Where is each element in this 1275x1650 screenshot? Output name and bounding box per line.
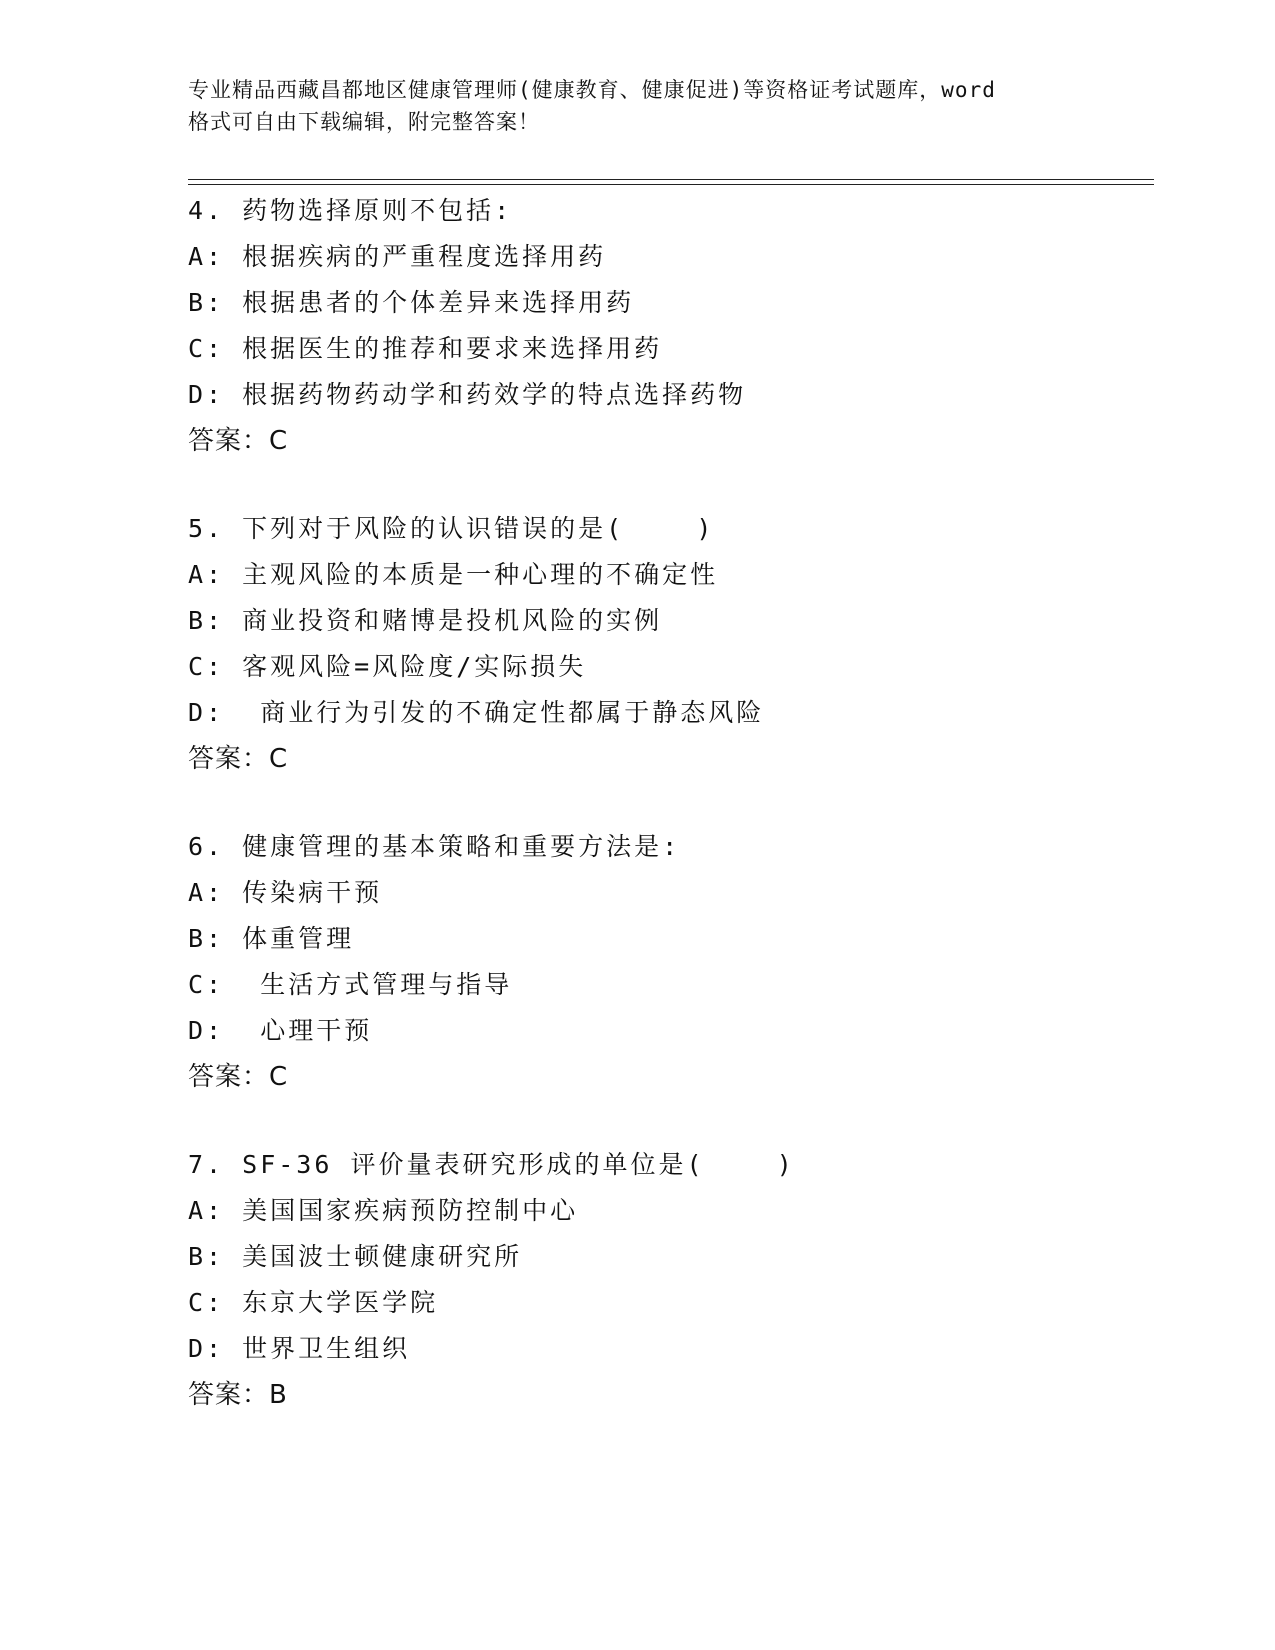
option-c: C: 客观风险=风险度/实际损失 <box>188 652 587 681</box>
option-c: C: 东京大学医学院 <box>188 1288 439 1317</box>
option-a: A: 美国国家疾病预防控制中心 <box>188 1196 579 1225</box>
header-divider-top <box>188 179 1154 180</box>
question-4 <box>188 188 1148 464</box>
document-header <box>188 74 1088 138</box>
header-divider-bottom <box>188 184 1154 185</box>
option-c: C: 生活方式管理与指导 <box>188 970 513 999</box>
question-stem: 5. 下列对于风险的认识错误的是( ) <box>188 514 715 543</box>
question-list <box>188 188 1148 1460</box>
question-stem: 4. 药物选择原则不包括: <box>188 196 513 225</box>
option-a: A: 主观风险的本质是一种心理的不确定性 <box>188 560 719 589</box>
option-d: D: 根据药物药动学和药效学的特点选择药物 <box>188 380 747 409</box>
header-line-2: 格式可自由下载编辑，附完整答案！ <box>188 110 540 134</box>
option-c: C: 根据医生的推荐和要求来选择用药 <box>188 334 663 363</box>
question-5 <box>188 506 1148 782</box>
option-d: D: 商业行为引发的不确定性都属于静态风险 <box>188 698 765 727</box>
answer: 答案：C <box>188 426 289 456</box>
question-7 <box>188 1142 1148 1418</box>
header-line-1: 专业精品西藏昌都地区健康管理师(健康教育、健康促进)等资格证考试题库，word <box>188 78 996 102</box>
answer: 答案：C <box>188 744 289 774</box>
option-d: D: 世界卫生组织 <box>188 1334 411 1363</box>
option-b: B: 体重管理 <box>188 924 355 953</box>
question-6 <box>188 824 1148 1100</box>
question-stem: 7. SF-36 评价量表研究形成的单位是( ) <box>188 1150 795 1179</box>
answer: 答案：C <box>188 1062 289 1092</box>
option-d: D: 心理干预 <box>188 1016 373 1045</box>
option-b: B: 根据患者的个体差异来选择用药 <box>188 288 635 317</box>
option-a: A: 根据疾病的严重程度选择用药 <box>188 242 607 271</box>
answer: 答案：B <box>188 1380 288 1410</box>
question-stem: 6. 健康管理的基本策略和重要方法是: <box>188 832 681 861</box>
option-b: B: 商业投资和赌博是投机风险的实例 <box>188 606 663 635</box>
option-a: A: 传染病干预 <box>188 878 383 907</box>
option-b: B: 美国波士顿健康研究所 <box>188 1242 523 1271</box>
